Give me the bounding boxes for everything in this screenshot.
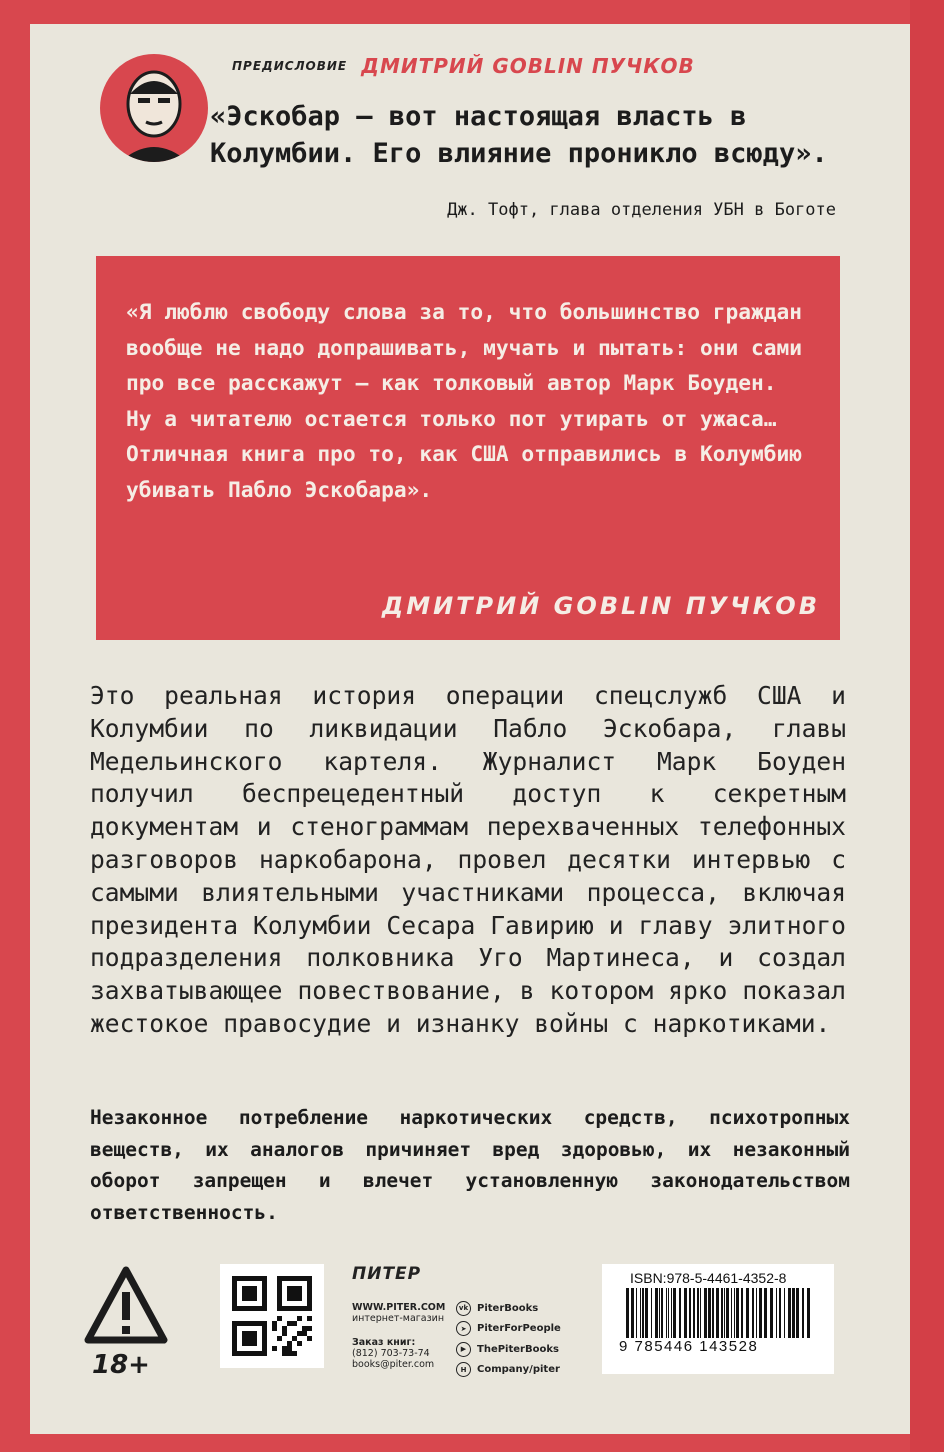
social-label: ThePiterBooks [477, 1343, 559, 1355]
social-label: PiterBooks [477, 1302, 539, 1314]
review-quote: «Я люблю свободу слова за то, что большинство граждан вообще не надо допрашивать, мучать и пытать: они сами про все расскажут — как толковый автор Марк Боуден. Ну а читателю остается только пот утирать от ужаса… Отличная книга про то, как США отправились в Колумбию убивать Пабло Эскобара». [126, 299, 803, 502]
isbn-label: ISBN:978-5-4461-4352-8 [630, 1270, 787, 1286]
publisher-contacts [352, 1302, 452, 1370]
social-item[interactable] [456, 1319, 561, 1340]
review-author: ДМИТРИЙ GOBLIN ПУЧКОВ [381, 592, 820, 620]
social-item[interactable] [456, 1298, 561, 1319]
back-cover [30, 24, 910, 1434]
order-label: Заказ книг: [352, 1337, 416, 1348]
book-description: Это реальная история операции спецслужб США и Колумбии по ликвидации Пабло Эскобара, главы Медельинского картеля. Журналист Марк Боуден получил беспрецедентный доступ к секретным документам и стенограммам перехваченных телефонных разговоров наркобарона, провел десятки интервью с самыми влиятельными участниками процесса, включая президента Колумбии Сесара Гавирию и главу элитного подразделения полковника Уго Мартинеса, и создал захватывающее повествование, в котором ярко показал жестокое правосудие и изнанку войны с наркотиками. [90, 681, 846, 1038]
preface-author: ДМИТРИЙ GOBLIN ПУЧКОВ [361, 54, 695, 78]
order-phone: (812) 703-73-74 [352, 1348, 430, 1359]
social-links [456, 1298, 561, 1380]
publisher-logo: ПИТЕР [352, 1264, 422, 1284]
social-label: Company/piter [477, 1364, 560, 1376]
age-rating: 18+ [92, 1350, 150, 1380]
preface-label: ПРЕДИСЛОВИЕ [232, 59, 348, 73]
warning-triangle-icon [84, 1264, 168, 1348]
social-item[interactable] [456, 1339, 561, 1360]
vk-icon: vk [456, 1301, 471, 1316]
qr-code[interactable] [220, 1264, 324, 1368]
social-item[interactable] [456, 1360, 561, 1381]
publisher-website[interactable]: WWW.PITER.COM [352, 1302, 446, 1313]
habr-icon: H [456, 1362, 471, 1377]
order-email[interactable]: books@piter.com [352, 1359, 435, 1370]
publisher-info [352, 1264, 592, 1384]
spine-edge [910, 0, 944, 1452]
telegram-icon: ➤ [456, 1321, 471, 1336]
review-box [96, 256, 840, 640]
isbn-barcode [602, 1264, 834, 1374]
author-portrait-icon [100, 54, 208, 162]
preface-header [232, 54, 695, 78]
publisher-website-note: интернет-магазин [352, 1313, 445, 1324]
qr-code-icon [232, 1276, 312, 1356]
barcode-digits: 9 785446 143528 [619, 1338, 759, 1355]
social-label: PiterForPeople [477, 1323, 561, 1335]
epigraph-quote: «Эскобар — вот настоящая власть в Колумбии. Его влияние проникло всюду». [210, 101, 828, 169]
legal-warning: Незаконное потребление наркотических средств, психотропных веществ, их аналогов причиняет вред здоровью, их незаконный оборот запрещен и влечет установленную законодательством ответственность. [90, 1106, 850, 1224]
epigraph-attribution: Дж. Тофт, глава отделения УБН в Боготе [447, 200, 836, 220]
youtube-icon: ▶ [456, 1342, 471, 1357]
